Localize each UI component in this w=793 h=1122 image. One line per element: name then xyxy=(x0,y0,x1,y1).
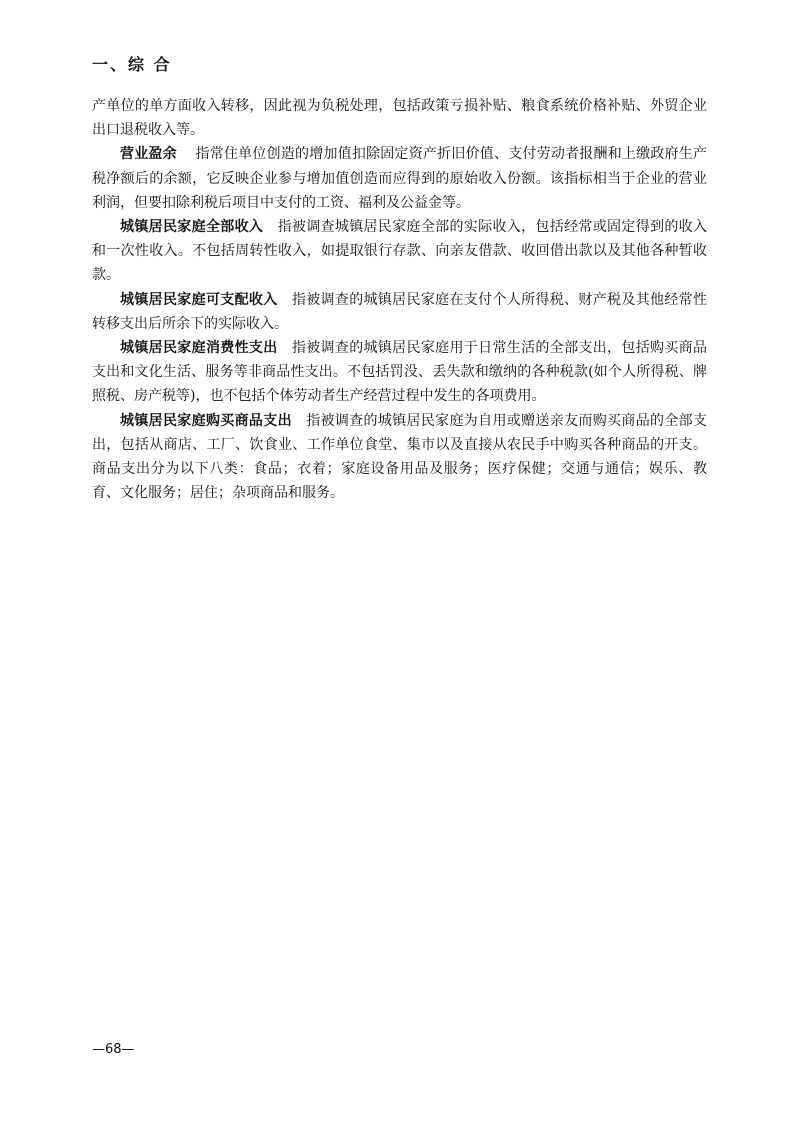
paragraph-text: 指被调查的城镇居民家庭为自用或赠送亲友而购买商品的全部支出，包括从商店、工厂、饮食业、工作单位食堂、集市以及直接从农民手中购买各种商品的开支。商品支出分为以下八类：食品；衣着；家庭设备用品及服务；医疗保健；交通与通信；娱乐、教育、文化服务；居住；杂项商品和服务。 xyxy=(92,412,708,502)
paragraph-text: 产单位的单方面收入转移，因此视为负税处理，包括政策亏损补贴、粮食系统价格补贴、外贸企业出口退税收入等。 xyxy=(92,98,707,139)
paragraph-text: 指被调查的城镇居民家庭用于日常生活的全部支出，包括购买商品支出和文化生活、服务等非商品性支出。不包括罚没、丢失款和缴纳的各种税款(如个人所得税、牌照税、房产税等)，也不包括个体劳动者生产经营过程中发生的各项费用。 xyxy=(92,340,707,405)
paragraph-disposable-income xyxy=(92,288,707,336)
term-operating-surplus: 营业盈余 xyxy=(120,146,177,163)
paragraph-total-income xyxy=(92,215,707,288)
page-number: —68— xyxy=(92,1042,135,1057)
body-text xyxy=(92,94,707,505)
paragraph-consumption-expenditure xyxy=(92,336,707,409)
paragraph-continuation xyxy=(92,94,707,142)
section-title: 一、综 合 xyxy=(92,55,172,74)
paragraph-text: 指常住单位创造的增加值扣除固定资产折旧价值、支付劳动者报酬和上缴政府生产税净额后的余额，它反映企业参与增加值创造而应得到的原始收入份额。该指标相当于企业的营业利润，但要扣除利税后项目中支付的工资、福利及公益金等。 xyxy=(92,146,707,211)
paragraph-text: 指被调查的城镇居民家庭在支付个人所得税、财产税及其他经常性转移支出后所余下的实际收入。 xyxy=(92,291,707,332)
term-commodity-expenditure: 城镇居民家庭购买商品支出 xyxy=(120,412,292,429)
term-disposable-income: 城镇居民家庭可支配收入 xyxy=(120,291,278,308)
term-consumption-expenditure: 城镇居民家庭消费性支出 xyxy=(120,340,278,357)
paragraph-operating-surplus xyxy=(92,142,707,215)
term-total-income: 城镇居民家庭全部收入 xyxy=(120,219,264,236)
paragraph-text: 指被调查城镇居民家庭全部的实际收入，包括经常或固定得到的收入和一次性收入。不包括周转性收入，如提取银行存款、向亲友借款、收回借出款以及其他各种暂收款。 xyxy=(92,219,707,284)
paragraph-commodity-expenditure xyxy=(92,409,707,506)
